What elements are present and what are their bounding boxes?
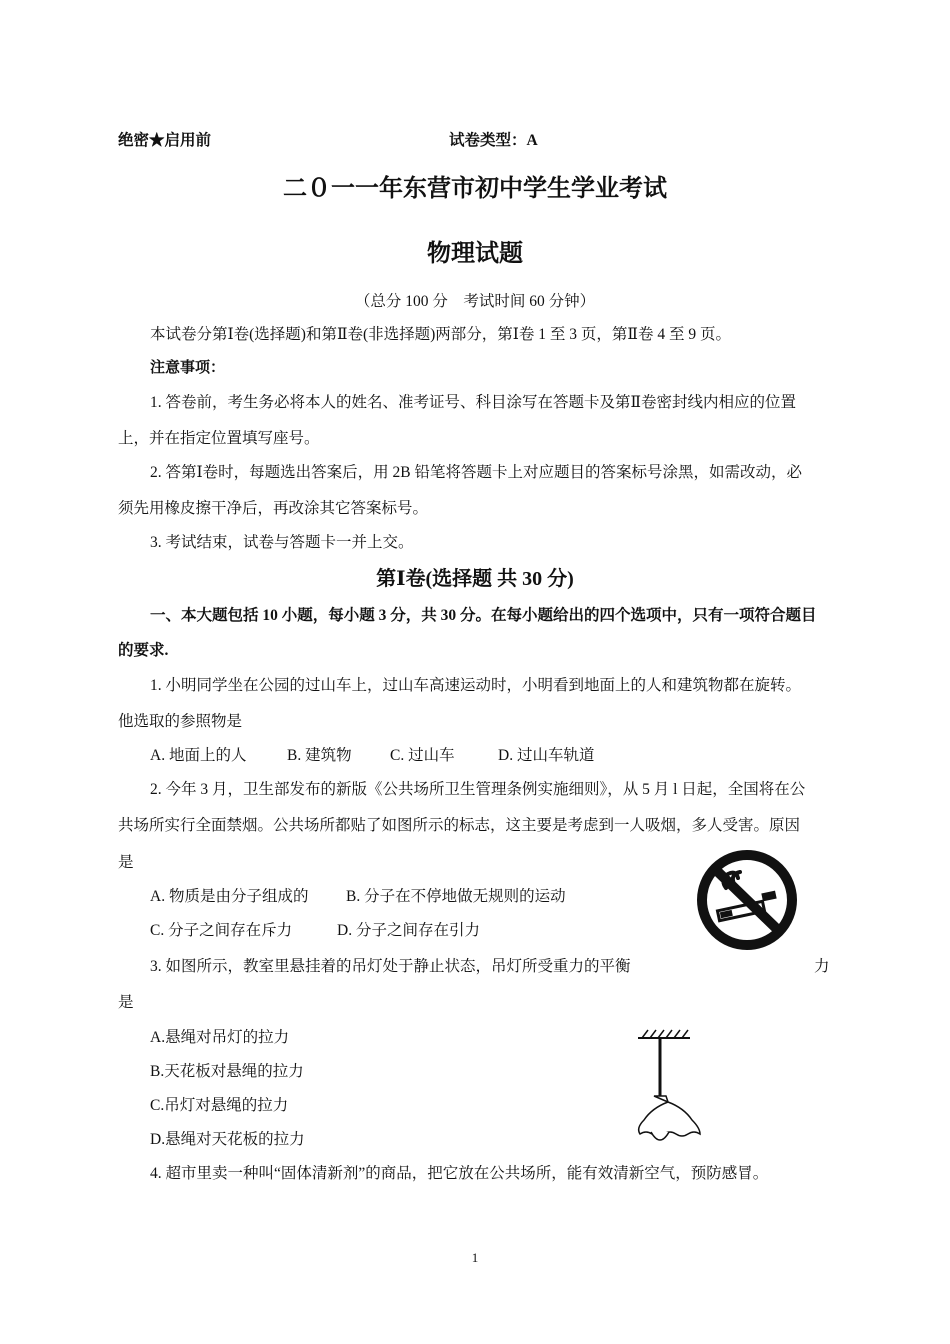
q2-stem-line-3: 是 xyxy=(118,854,134,871)
q3-option-a: A.悬绳对吊灯的拉力 xyxy=(150,1029,290,1046)
section-instruction-line-2: 的要求. xyxy=(118,642,169,659)
subject-title: 物理试题 xyxy=(427,241,523,267)
q2-stem-line-2: 共场所实行全面禁烟。公共场所都贴了如图所示的标志，这主要是考虑到一人吸烟，多人受害。原因 xyxy=(118,817,801,834)
q3-option-c: C.吊灯对悬绳的拉力 xyxy=(150,1097,289,1114)
q3-option-d: D.悬绳对天花板的拉力 xyxy=(150,1131,305,1148)
intro-text: 本试卷分第Ⅰ卷(选择题)和第Ⅱ卷(非选择题)两部分，第Ⅰ卷 1 至 3 页，第Ⅱ卷 4 至 9 页。 xyxy=(150,326,731,343)
q3-option-b: B.天花板对悬绳的拉力 xyxy=(150,1063,304,1080)
q1-option-b: B. 建筑物 xyxy=(287,747,352,764)
q2-option-a: A. 物质是由分子组成的 xyxy=(150,888,309,905)
q2-option-d: D. 分子之间存在引力 xyxy=(337,922,480,939)
q3-stem-line-1-end: 力 xyxy=(814,958,830,975)
note-1-line-2: 上，并在指定位置填写座号。 xyxy=(118,430,320,447)
hanging-lamp-icon xyxy=(610,1028,710,1150)
note-1-line-1: 1. 答卷前，考生务必将本人的姓名、准考证号、科目涂写在答题卡及第Ⅱ卷密封线内相应的位置 xyxy=(150,394,797,411)
q2-stem-line-1: 2. 今年 3 月，卫生部发布的新版《公共场所卫生管理条例实施细则》，从 5 月 l 日起，全国将在公 xyxy=(150,781,806,798)
page-number: 1 xyxy=(471,1250,479,1265)
paper-type-label: 试卷类型：A xyxy=(449,132,538,149)
note-2-line-1: 2. 答第Ⅰ卷时，每题选出答案后，用 2B 铅笔将答题卡上对应题目的答案标号涂黑，如需改动，必 xyxy=(150,464,802,481)
notes-heading: 注意事项： xyxy=(150,360,226,376)
exam-title: 二０一一年东营市初中学生学业考试 xyxy=(283,176,667,202)
q1-option-c: C. 过山车 xyxy=(390,747,455,764)
q1-option-a: A. 地面上的人 xyxy=(150,747,247,764)
section-title: 第Ⅰ卷(选择题 共 30 分) xyxy=(376,568,574,590)
secret-label: 绝密★启用前 xyxy=(118,132,212,149)
note-3: 3. 考试结束，试卷与答题卡一并上交。 xyxy=(150,534,414,551)
q1-stem-line-2: 他选取的参照物是 xyxy=(118,713,243,730)
no-smoking-icon xyxy=(694,848,800,952)
q2-option-c: C. 分子之间存在斥力 xyxy=(150,922,293,939)
q3-stem-line-2: 是 xyxy=(118,994,134,1011)
note-2-line-2: 须先用橡皮擦干净后，再改涂其它答案标号。 xyxy=(118,500,429,517)
q1-option-d: D. 过山车轨道 xyxy=(498,747,595,764)
q2-option-b: B. 分子在不停地做无规则的运动 xyxy=(346,888,566,905)
section-instruction-line-1: 一、本大题包括 10 小题，每小题 3 分，共 30 分。在每小题给出的四个选项中，只有一项符合题目 xyxy=(150,607,817,624)
q4-stem-line-1: 4. 超市里卖一种叫“固体清新剂”的商品，把它放在公共场所，能有效清新空气，预防感冒。 xyxy=(150,1165,769,1182)
score-time: （总分 100 分 考试时间 60 分钟） xyxy=(354,293,596,310)
q1-stem-line-1: 1. 小明同学坐在公园的过山车上，过山车高速运动时，小明看到地面上的人和建筑物都在旋转。 xyxy=(150,677,802,694)
q3-stem-line-1: 3. 如图所示，教室里悬挂着的吊灯处于静止状态，吊灯所受重力的平衡 xyxy=(150,958,631,975)
